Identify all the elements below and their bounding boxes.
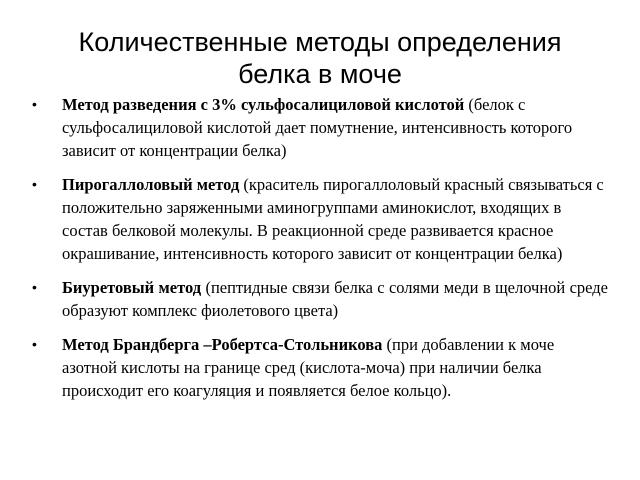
method-name: Пирогаллоловый метод (62, 175, 240, 194)
method-description: (белок с сульфосалициловой кислотой дает помутнение, интенсивность которого зависит от концентрации белка) (62, 95, 573, 160)
list-item-sulfosalicylic (30, 93, 608, 162)
bullet-icon: • (32, 279, 37, 295)
method-description: (пептидные связи белка с солями меди в щелочной среде образуют комплекс фиолетового цвета) (62, 278, 609, 320)
method-description: (краситель пирогаллоловый красный связываться с положительно заряженными аминогруппами аминокислот, входящих в состав белковой молекулы. В реакционной среде развивается красное окрашивание, интенсивность которого зависит от концентрации белка) (62, 175, 604, 263)
slide-title-line-2: белка в моче (238, 59, 402, 89)
slide-title (20, 26, 620, 90)
method-name: Биуретовый метод (62, 278, 202, 297)
bullet-icon: • (32, 96, 37, 112)
methods-list (30, 93, 608, 413)
list-item-pyrogallol (30, 173, 608, 265)
bullet-icon: • (32, 336, 37, 352)
list-item-biuret (30, 276, 608, 322)
bullet-icon: • (32, 176, 37, 192)
method-name: Метод разведения с 3% сульфосалициловой кислотой (62, 95, 465, 114)
method-description: (при добавлении к моче азотной кислоты на границе сред (кислота-моча) при наличии белка происходит его коагуляция и появляется белое кольцо). (62, 335, 555, 400)
list-item-brandberg (30, 333, 608, 402)
slide-title-line-1: Количественные методы определения (78, 27, 562, 57)
method-name: Метод Брандберга –Робертса-Стольникова (62, 335, 383, 354)
